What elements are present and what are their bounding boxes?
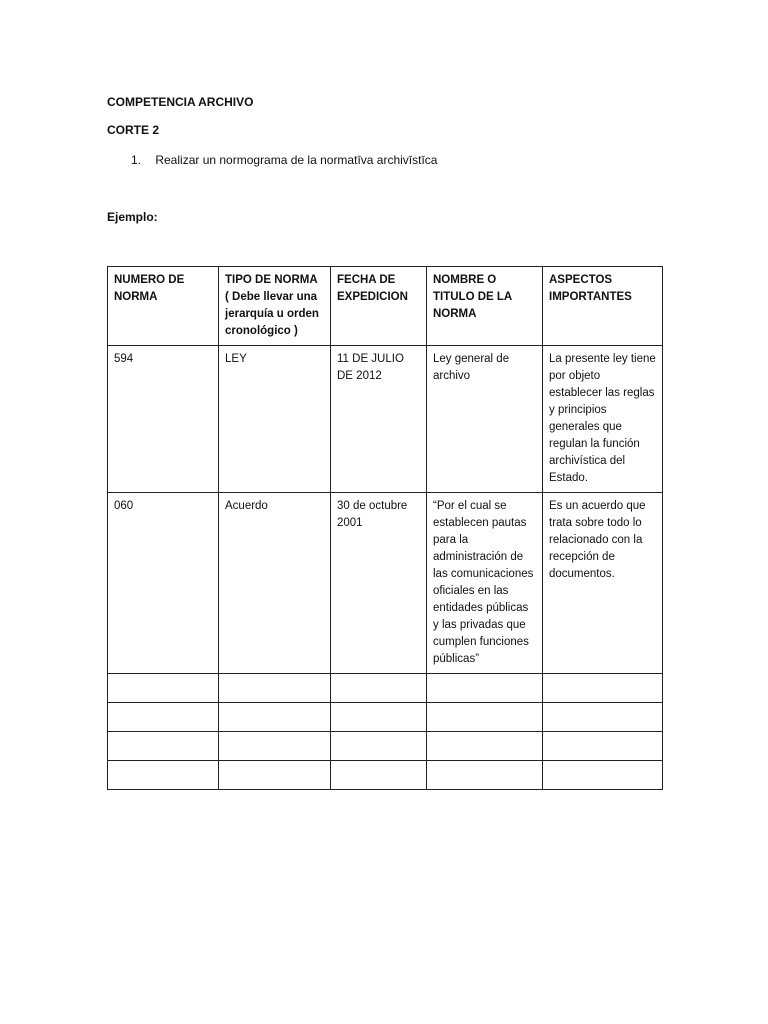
- empty-cell: [427, 674, 543, 703]
- empty-cell: [331, 703, 427, 732]
- empty-cell: [219, 674, 331, 703]
- cell-numero: 594: [108, 346, 219, 493]
- empty-cell: [108, 703, 219, 732]
- cell-fecha: 11 DE JULIO DE 2012: [331, 346, 427, 493]
- task-text: Realizar un normograma de la normatīva archivīstīca: [155, 153, 438, 167]
- table-header-row: [108, 267, 663, 346]
- document-heading: COMPETENCIA ARCHIVO: [107, 95, 254, 109]
- task-number: 1.: [131, 153, 142, 167]
- empty-cell: [108, 761, 219, 790]
- task-item: [131, 152, 437, 168]
- empty-cell: [219, 703, 331, 732]
- empty-table-row: [108, 761, 663, 790]
- empty-cell: [427, 703, 543, 732]
- cell-fecha: 30 de octubre 2001: [331, 493, 427, 674]
- cell-nombre: Ley general de archivo: [427, 346, 543, 493]
- header-tipo: TIPO DE NORMA ( Debe llevar una jerarquía u orden cronológico ): [219, 267, 331, 346]
- empty-table-row: [108, 732, 663, 761]
- cell-nombre: “Por el cual se establecen pautas para la administración de las comunicaciones oficiales en las entidades públicas y las privadas que cumplen funciones públicas”: [427, 493, 543, 674]
- empty-cell: [219, 732, 331, 761]
- header-fecha: FECHA DE EXPEDICION: [331, 267, 427, 346]
- cell-numero: 060: [108, 493, 219, 674]
- empty-cell: [427, 761, 543, 790]
- table-row: [108, 493, 663, 674]
- empty-cell: [543, 703, 663, 732]
- header-aspectos: ASPECTOS IMPORTANTES: [543, 267, 663, 346]
- empty-cell: [543, 732, 663, 761]
- empty-cell: [219, 761, 331, 790]
- cell-tipo: Acuerdo: [219, 493, 331, 674]
- empty-table-row: [108, 703, 663, 732]
- cell-aspectos: Es un acuerdo que trata sobre todo lo relacionado con la recepción de documentos.: [543, 493, 663, 674]
- example-label: Ejemplo:: [107, 210, 158, 224]
- empty-cell: [331, 732, 427, 761]
- cell-tipo: LEY: [219, 346, 331, 493]
- cell-aspectos: La presente ley tiene por objeto establecer las reglas y principios generales que regulan la función archivística del Estado.: [543, 346, 663, 493]
- section-heading: CORTE 2: [107, 123, 160, 137]
- empty-cell: [331, 761, 427, 790]
- empty-table-row: [108, 674, 663, 703]
- normograma-table: [107, 266, 663, 790]
- table-row: [108, 346, 663, 493]
- header-nombre: NOMBRE O TITULO DE LA NORMA: [427, 267, 543, 346]
- empty-cell: [108, 674, 219, 703]
- header-numero: NUMERO DE NORMA: [108, 267, 219, 346]
- empty-cell: [331, 674, 427, 703]
- empty-cell: [543, 761, 663, 790]
- empty-cell: [543, 674, 663, 703]
- empty-cell: [427, 732, 543, 761]
- empty-cell: [108, 732, 219, 761]
